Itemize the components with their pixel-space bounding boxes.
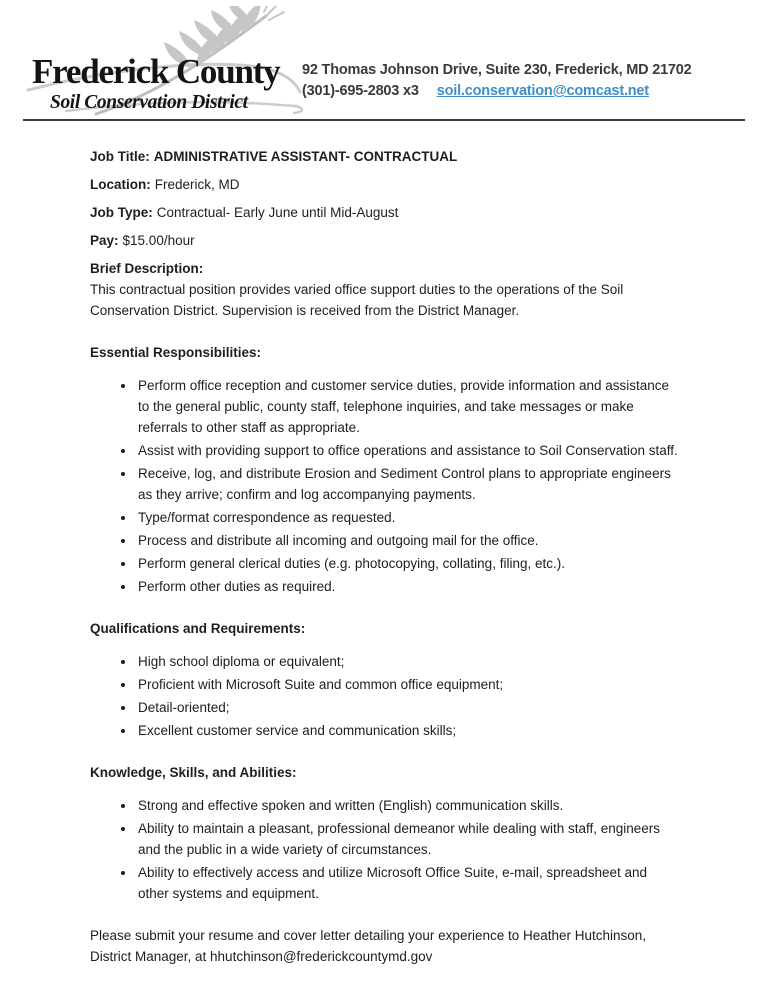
job-field-value: ADMINISTRATIVE ASSISTANT- CONTRACTUAL: [153, 149, 458, 164]
job-field-label: Location:: [90, 177, 151, 192]
bullet-item: • Process and distribute all incoming and outgoing mail for the office.: [136, 530, 678, 551]
bullet-item: • High school diploma or equivalent;: [136, 651, 678, 672]
job-section: [90, 618, 678, 741]
bullet-item: • Proficient with Microsoft Suite and common office equipment;: [136, 674, 678, 695]
job-field-label: Job Title:: [90, 149, 150, 164]
bullet-list: [90, 651, 678, 741]
job-section: [90, 762, 678, 904]
bullet-item: • Detail-oriented;: [136, 697, 678, 718]
bullet-list: [90, 795, 678, 904]
bullet-item: • Perform office reception and customer service duties, provide information and assistance to the general public, county staff, telephone inquiries, and take messages or make referrals to other staff as appropriate.: [136, 375, 678, 438]
bullet-item: • Strong and effective spoken and written (English) communication skills.: [136, 795, 678, 816]
bullet-item: • Type/format correspondence as requested.: [136, 507, 678, 528]
section-heading: Brief Description:: [90, 261, 204, 276]
job-field-row: [90, 202, 678, 223]
job-field-row: [90, 146, 678, 167]
job-field-row: [90, 174, 678, 195]
job-field-value: Contractual- Early June until Mid-August: [156, 205, 399, 220]
section-paragraph: This contractual position provides varied office support duties to the operations of the Soil Conservation District. Supervision is received from the District Manager.: [90, 282, 624, 318]
job-posting-body: [0, 121, 768, 967]
bullet-item: • Receive, log, and distribute Erosion and Sediment Control plans to appropriate engineers as they arrive; confirm and log accompanying payments.: [136, 463, 678, 505]
logo-title: Frederick County: [32, 52, 280, 91]
bullet-item: • Ability to maintain a pleasant, professional demeanor while dealing with staff, engineers and the public in a wide variety of circumstances.: [136, 818, 678, 860]
contact-address: 92 Thomas Johnson Drive, Suite 230, Frederick, MD 21702: [302, 62, 692, 78]
bullet-item: • Assist with providing support to office operations and assistance to Soil Conservation staff.: [136, 440, 678, 461]
contact-phone: (301)-695-2803 x3: [302, 83, 419, 99]
job-field-value: Frederick, MD: [154, 177, 240, 192]
bullet-item: • Perform other duties as required.: [136, 576, 678, 597]
job-section: [90, 258, 678, 321]
contact-block: [302, 60, 692, 102]
job-section: [90, 342, 678, 597]
logo-subtitle: Soil Conservation District: [50, 92, 248, 113]
job-field-label: Job Type:: [90, 205, 153, 220]
job-field-row: [90, 230, 678, 251]
section-heading: Qualifications and Requirements:: [90, 621, 306, 636]
section-heading: Knowledge, Skills, and Abilities:: [90, 765, 297, 780]
job-sections: [90, 258, 678, 904]
letterhead: [0, 0, 768, 119]
contact-email-link[interactable]: soil.conservation@comcast.net: [436, 83, 649, 99]
bullet-item: • Excellent customer service and communication skills;: [136, 720, 678, 741]
job-field-value: $15.00/hour: [122, 233, 195, 248]
closing-paragraph: Please submit your resume and cover letter detailing your experience to Heather Hutchinson, District Manager, at hhutchinson@frederickcountymd.gov: [90, 928, 647, 964]
section-heading: Essential Responsibilities:: [90, 345, 262, 360]
bullet-list: [90, 375, 678, 597]
job-field-label: Pay:: [90, 233, 119, 248]
bullet-item: • Perform general clerical duties (e.g. photocopying, collating, filing, etc.).: [136, 553, 678, 574]
organization-logo: [26, 6, 328, 118]
job-fields: [90, 146, 678, 251]
bullet-item: • Ability to effectively access and utilize Microsoft Office Suite, e-mail, spreadsheet and other systems and equipment.: [136, 862, 678, 904]
